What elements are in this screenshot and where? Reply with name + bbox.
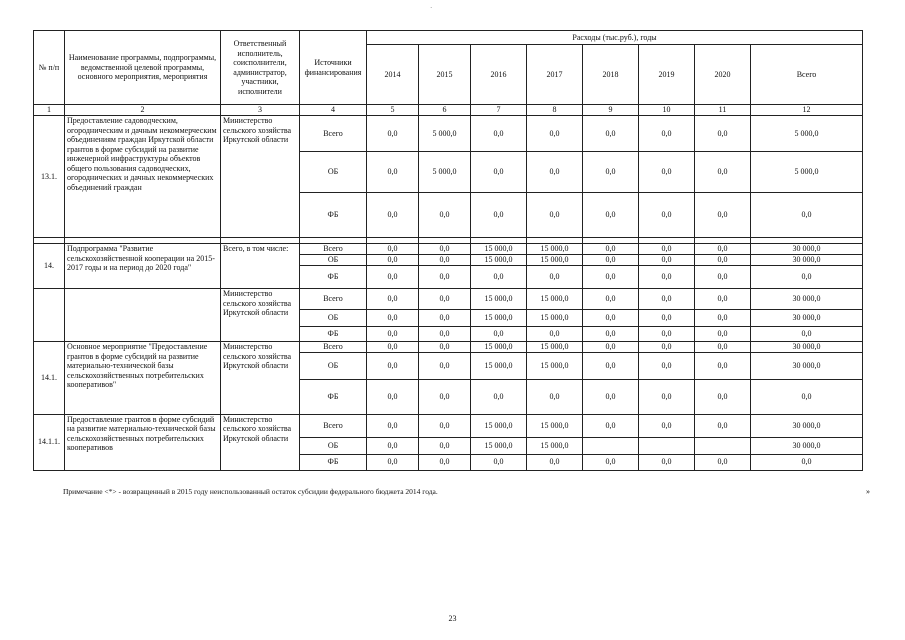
year-header: 2015 (419, 45, 471, 105)
amount-value: 0,0 (471, 152, 527, 193)
amount-value: 0,0 (367, 437, 419, 454)
amount-value: 0,0 (639, 414, 695, 437)
table-row (34, 244, 863, 255)
total-header: Всего (751, 45, 863, 105)
column-number: 12 (751, 105, 863, 116)
total-value: 0,0 (751, 379, 863, 414)
total-value: 0,0 (751, 193, 863, 238)
funding-source: Всего (300, 414, 367, 437)
column-number: 6 (419, 105, 471, 116)
amount-value: 0,0 (419, 379, 471, 414)
table-row (34, 116, 863, 152)
funding-source: ОБ (300, 152, 367, 193)
total-value: 30 000,0 (751, 437, 863, 454)
executor: Всего, в том числе: (221, 244, 300, 289)
amount-value: 0,0 (695, 379, 751, 414)
amount-value: 15 000,0 (527, 310, 583, 327)
amount-value: 0,0 (583, 289, 639, 310)
amount-value: 0,0 (367, 352, 419, 379)
amount-value: 0,0 (367, 266, 419, 289)
executor: Министерство сельского хозяйства Иркутской области (221, 342, 300, 415)
amount-value: 0,0 (695, 454, 751, 470)
amount-value: 0,0 (527, 266, 583, 289)
header-num: № п/п (34, 31, 65, 105)
row-number: 14. (34, 244, 65, 289)
amount-value: 0,0 (367, 255, 419, 266)
amount-value: 0,0 (695, 116, 751, 152)
amount-value: 0,0 (419, 193, 471, 238)
column-number: 7 (471, 105, 527, 116)
amount-value: 0,0 (695, 152, 751, 193)
amount-value: 0,0 (639, 379, 695, 414)
amount-value: 0,0 (367, 327, 419, 342)
amount-value: 0,0 (583, 255, 639, 266)
amount-value (695, 437, 751, 454)
amount-value: 0,0 (527, 116, 583, 152)
amount-value: 0,0 (471, 193, 527, 238)
funding-source: Всего (300, 289, 367, 310)
page-number: 23 (448, 614, 457, 623)
amount-value: 0,0 (695, 266, 751, 289)
amount-value: 0,0 (639, 310, 695, 327)
program-name: Основное мероприятие "Предоставление грантов в форме субсидий на развитие материально-технической базы сельскохозяйственных потребительских кооперативов" (65, 342, 221, 415)
amount-value: 0,0 (695, 342, 751, 353)
amount-value: 0,0 (639, 289, 695, 310)
amount-value: 0,0 (419, 289, 471, 310)
amount-value: 0,0 (367, 116, 419, 152)
executor: Министерство сельского хозяйства Иркутской области (221, 289, 300, 342)
funding-source: ФБ (300, 454, 367, 470)
amount-value: 0,0 (583, 379, 639, 414)
amount-value: 0,0 (527, 152, 583, 193)
funding-source: ФБ (300, 327, 367, 342)
total-value: 30 000,0 (751, 342, 863, 353)
funding-source: ФБ (300, 266, 367, 289)
amount-value: 5 000,0 (419, 116, 471, 152)
total-value: 0,0 (751, 327, 863, 342)
amount-value: 0,0 (367, 310, 419, 327)
funding-source: Всего (300, 116, 367, 152)
amount-value: 0,0 (471, 266, 527, 289)
row-number: 14.1.1. (34, 414, 65, 470)
amount-value: 15 000,0 (527, 437, 583, 454)
amount-value: 0,0 (419, 244, 471, 255)
amount-value: 0,0 (583, 266, 639, 289)
funding-source: ОБ (300, 437, 367, 454)
amount-value: 0,0 (639, 454, 695, 470)
closing-quote-mark: » (866, 487, 870, 496)
amount-value: 0,0 (367, 342, 419, 353)
column-number: 4 (300, 105, 367, 116)
column-number: 3 (221, 105, 300, 116)
funding-source: ОБ (300, 310, 367, 327)
amount-value: 15 000,0 (527, 289, 583, 310)
amount-value: 0,0 (695, 352, 751, 379)
total-value: 30 000,0 (751, 255, 863, 266)
budget-table (33, 30, 863, 471)
row-number (34, 289, 65, 342)
column-number: 1 (34, 105, 65, 116)
amount-value: 0,0 (695, 255, 751, 266)
amount-value: 0,0 (583, 152, 639, 193)
total-value: 0,0 (751, 266, 863, 289)
amount-value: 15 000,0 (471, 244, 527, 255)
amount-value: 15 000,0 (471, 255, 527, 266)
amount-value: 0,0 (367, 414, 419, 437)
amount-value: 0,0 (695, 289, 751, 310)
total-value: 30 000,0 (751, 244, 863, 255)
amount-value: 0,0 (583, 116, 639, 152)
amount-value: 5 000,0 (419, 152, 471, 193)
total-value: 30 000,0 (751, 352, 863, 379)
amount-value: 15 000,0 (471, 352, 527, 379)
column-number: 9 (583, 105, 639, 116)
amount-value: 0,0 (527, 327, 583, 342)
column-number: 10 (639, 105, 695, 116)
amount-value: 0,0 (367, 289, 419, 310)
header-source: Источники финансирования (300, 31, 367, 105)
amount-value: 0,0 (527, 454, 583, 470)
amount-value: 0,0 (639, 266, 695, 289)
amount-value: 15 000,0 (527, 352, 583, 379)
header-executor: Ответственный исполнитель, соисполнители, администратор, участники, исполнители (221, 31, 300, 105)
total-value: 5 000,0 (751, 116, 863, 152)
year-header: 2014 (367, 45, 419, 105)
amount-value: 15 000,0 (527, 255, 583, 266)
column-number: 2 (65, 105, 221, 116)
amount-value (639, 437, 695, 454)
amount-value: 0,0 (583, 454, 639, 470)
amount-value: 0,0 (367, 454, 419, 470)
funding-source: ОБ (300, 352, 367, 379)
amount-value: 0,0 (419, 414, 471, 437)
amount-value: 0,0 (367, 379, 419, 414)
program-name: Предоставление грантов в форме субсидий на развитие материально-технической базы сельскохозяйственных потребительских кооперативов (65, 414, 221, 470)
amount-value: 0,0 (471, 116, 527, 152)
amount-value: 0,0 (583, 352, 639, 379)
row-number: 14.1. (34, 342, 65, 415)
amount-value: 0,0 (527, 193, 583, 238)
year-header: 2016 (471, 45, 527, 105)
amount-value: 0,0 (367, 193, 419, 238)
program-name (65, 289, 221, 342)
amount-value: 0,0 (367, 152, 419, 193)
amount-value: 0,0 (419, 255, 471, 266)
amount-value: 0,0 (695, 193, 751, 238)
scan-speck: · (430, 4, 433, 12)
total-value: 30 000,0 (751, 310, 863, 327)
amount-value: 0,0 (583, 310, 639, 327)
amount-value: 15 000,0 (471, 310, 527, 327)
amount-value: 0,0 (639, 352, 695, 379)
funding-source: Всего (300, 342, 367, 353)
amount-value: 0,0 (419, 437, 471, 454)
total-value: 5 000,0 (751, 152, 863, 193)
amount-value: 0,0 (419, 327, 471, 342)
executor: Министерство сельского хозяйства Иркутской области (221, 414, 300, 470)
year-header: 2020 (695, 45, 751, 105)
year-header: 2017 (527, 45, 583, 105)
funding-source: ФБ (300, 379, 367, 414)
amount-value: 0,0 (583, 414, 639, 437)
amount-value: 0,0 (419, 310, 471, 327)
amount-value: 0,0 (639, 342, 695, 353)
amount-value: 0,0 (471, 454, 527, 470)
amount-value: 0,0 (639, 193, 695, 238)
amount-value: 0,0 (583, 342, 639, 353)
amount-value: 0,0 (639, 152, 695, 193)
table-row (34, 289, 863, 310)
amount-value: 0,0 (471, 327, 527, 342)
header-name: Наименование программы, подпрограммы, ведомственной целевой программы, основного мероприятия, мероприятия (65, 31, 221, 105)
amount-value: 15 000,0 (471, 289, 527, 310)
amount-value: 15 000,0 (471, 342, 527, 353)
amount-value: 0,0 (419, 352, 471, 379)
table-row (34, 414, 863, 437)
amount-value: 0,0 (695, 310, 751, 327)
amount-value: 15 000,0 (527, 244, 583, 255)
table-row (34, 342, 863, 353)
amount-value (583, 437, 639, 454)
amount-value: 0,0 (583, 244, 639, 255)
amount-value: 0,0 (695, 327, 751, 342)
amount-value: 0,0 (419, 266, 471, 289)
amount-value: 15 000,0 (527, 342, 583, 353)
total-value: 30 000,0 (751, 289, 863, 310)
amount-value: 0,0 (639, 244, 695, 255)
amount-value: 15 000,0 (471, 437, 527, 454)
program-name: Предоставление садоводческим, огородническим и дачным некоммерческим объединениям граждан Иркутской области грантов в форме субсидий на развитие инженерной инфраструктуры объектов общего пользования садоводческих, огороднических и дачных некоммерческих объединений граждан (65, 116, 221, 238)
year-header: 2018 (583, 45, 639, 105)
row-number: 13.1. (34, 116, 65, 238)
column-number: 11 (695, 105, 751, 116)
amount-value: 0,0 (583, 327, 639, 342)
amount-value: 0,0 (527, 379, 583, 414)
funding-source: ФБ (300, 193, 367, 238)
total-value: 0,0 (751, 454, 863, 470)
amount-value: 0,0 (695, 414, 751, 437)
amount-value: 0,0 (419, 454, 471, 470)
amount-value: 15 000,0 (527, 414, 583, 437)
footnote: Примечание <*> - возвращенный в 2015 году неиспользованный остаток субсидии федерального бюджета 2014 года. (63, 487, 438, 496)
funding-source: Всего (300, 244, 367, 255)
header-expenses: Расходы (тыс.руб.), годы (367, 31, 863, 45)
total-value: 30 000,0 (751, 414, 863, 437)
year-header: 2019 (639, 45, 695, 105)
amount-value: 0,0 (639, 327, 695, 342)
amount-value: 0,0 (639, 255, 695, 266)
funding-source: ОБ (300, 255, 367, 266)
amount-value: 0,0 (639, 116, 695, 152)
amount-value: 15 000,0 (471, 414, 527, 437)
amount-value: 0,0 (419, 342, 471, 353)
column-number: 5 (367, 105, 419, 116)
amount-value: 0,0 (695, 244, 751, 255)
column-number: 8 (527, 105, 583, 116)
amount-value: 0,0 (471, 379, 527, 414)
program-name: Подпрограмма "Развитие сельскохозяйственной кооперации на 2015-2017 годы и на период до 2020 года" (65, 244, 221, 289)
amount-value: 0,0 (367, 244, 419, 255)
amount-value: 0,0 (583, 193, 639, 238)
executor: Министерство сельского хозяйства Иркутской области (221, 116, 300, 238)
